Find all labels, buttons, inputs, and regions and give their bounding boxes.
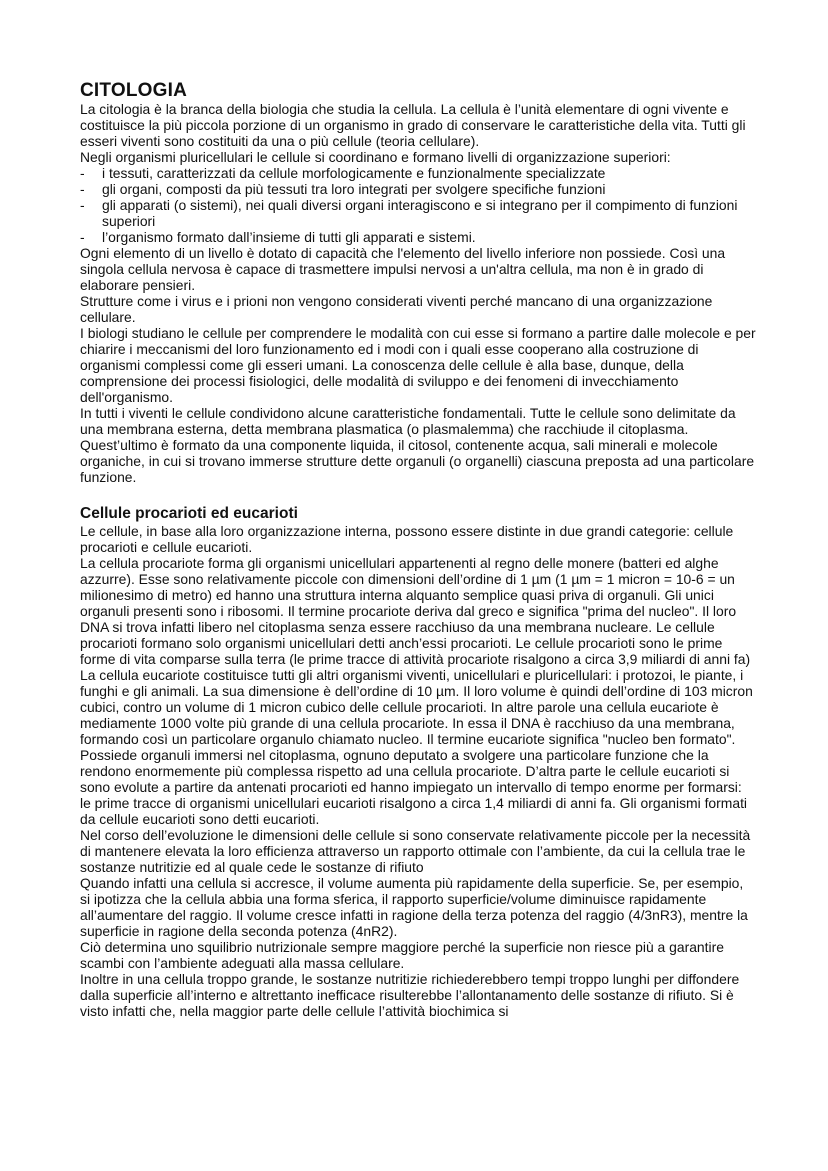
page-title: CITOLOGIA bbox=[80, 80, 188, 101]
list-item: - gli organi, composti da più tessuti tra loro integrati per svolgere specifiche funzioni bbox=[80, 181, 756, 197]
section-intro-paragraph: Le cellule, in base alla loro organizzazione interna, possono essere distinte in due grandi categorie: cellule procarioti e cellule eucarioti. bbox=[80, 523, 734, 555]
levels-list bbox=[80, 165, 756, 245]
intro-paragraph: La citologia è la branca della biologia che studia la cellula. La cellula è l’unità elementare di ogni vivente e costituisce la più piccola porzione di un organismo in grado di conservare le caratteristiche della vita. Tutti gli esseri viventi sono costituiti da una o più cellule (teoria cellulare). bbox=[80, 101, 746, 149]
prokaryote-paragraph: La cellula procariote forma gli organismi unicellulari appartenenti al regno delle monere (batteri ed alghe azzurre). Esse sono relativamente piccole con dimensioni dell’ordine di 1 µm (1 µm = 1 micron = 10-6 = un milionesimo di metro) ed hanno una struttura interna alquanto semplice quasi priva di organuli. Gli unici organuli presenti sono i ribosomi. Il termine procariote deriva dal greco e significa "prima del nucleo". Il loro DNA si trova infatti libero nel citoplasma senza essere racchiuso da una membrana nucleare. Le cellule procarioti formano solo organismi unicellulari detti anch’essi procarioti. Le cellule procarioti sono le prime forme di vita comparse sulla terra (le prime tracce di attività procariote risalgono a circa 3,9 miliardi di anni fa) bbox=[80, 555, 751, 667]
growth-paragraph: Quando infatti una cellula si accresce, il volume aumenta più rapidamente della superficie. Se, per esempio, si ipotizza che la cellula abbia una forma sferica, il rapporto superficie/volume diminuisce rapidamente all’aumentare del raggio. Il volume cresce infatti in ragione della terza potenza del raggio (4/3nR3), mentre la superficie in ragione della seconda potenza (4nR2). bbox=[80, 875, 748, 939]
section-title: Cellule procarioti ed eucarioti bbox=[80, 505, 298, 522]
list-item: - l’organismo formato dall’insieme di tutti gli apparati e sistemi. bbox=[80, 229, 756, 245]
evolution-paragraph: Nel corso dell’evoluzione le dimensioni delle cellule si sono conservate relativamente piccole per la necessità di mantenere elevata la loro efficienza attraverso un rapporto ottimale con l’ambiente, da cui la cellula trae le sostanze nutritizie ed al quale cede le sostanze di rifiuto bbox=[80, 827, 751, 875]
virus-paragraph: Strutture come i virus e i prioni non vengono considerati viventi perché mancano di una organizzazione cellulare. bbox=[80, 293, 713, 325]
list-item: - gli apparati (o sistemi), nei quali diversi organi interagiscono e si integrano per il compimento di funzioni superiori bbox=[80, 197, 756, 229]
list-item: - i tessuti, caratterizzati da cellule morfologicamente e funzionalmente specializzate bbox=[80, 165, 756, 181]
levels-intro: Negli organismi pluricellulari le cellule si coordinano e formano livelli di organizzazione superiori: bbox=[80, 149, 671, 165]
document-body bbox=[80, 81, 756, 1019]
common-features-paragraph: In tutti i viventi le cellule condividono alcune caratteristiche fondamentali. Tutte le cellule sono delimitate da una membrana esterna, detta membrana plasmatica (o plasmalemma) che racchiude il citoplasma. Quest’ultimo è formato da una componente liquida, il citosol, contenente acqua, sali minerali e molecole organiche, in cui si trovano immerse strutture dette organuli (o organelli) ciascuna preposta ad una particolare funzione. bbox=[80, 405, 755, 485]
level-capacity-paragraph: Ogni elemento di un livello è dotato di capacità che l'elemento del livello inferiore non possiede. Così una singola cellula nervosa è capace di trasmettere impulsi nervosi a un'altra cellula, ma non è in grado di elaborare pensieri. bbox=[80, 245, 726, 293]
eukaryote-paragraph: La cellula eucariote costituisce tutti gli altri organismi viventi, unicellulari e pluricellulari: i protozoi, le piante, i funghi e gli animali. La sua dimensione è dell’ordine di 10 µm. Il loro volume è quindi dell’ordine di 103 micron cubici, contro un volume di 1 micron cubico delle cellule procarioti. In altre parole una cellula eucariote è mediamente 1000 volte più grande di una cellula procariote. In essa il DNA è racchiuso da una membrana, formando così un particolare organulo chiamato nucleo. Il termine eucariote significa "nucleo ben formato". Possiede organuli immersi nel citoplasma, ognuno deputato a svolgere una particolare funzione che la rendono enormemente più complessa rispetto ad una cellula procariote. D’altra parte le cellule eucarioti si sono evolute a partire da antenati procarioti ed hanno impiegato un intervallo di tempo enorme per formarsi: le prime tracce di organismi unicellulari eucarioti risalgono a circa 1,4 miliardi di anni fa. Gli organismi formati da cellule eucarioti sono detti eucarioti. bbox=[80, 667, 753, 827]
large-cell-paragraph: Inoltre in una cellula troppo grande, le sostanze nutritizie richiederebbero tempi troppo lunghi per diffondere dalla superficie all’interno e altrettanto inefficace risulterebbe l’allontanamento delle sostanze di rifiuto. Si è visto infatti che, nella maggior parte delle cellule l’attività biochimica si bbox=[80, 971, 740, 1019]
biologists-paragraph: I biologi studiano le cellule per comprendere le modalità con cui esse si formano a partire dalle molecole e per chiarire i meccanismi del loro funzionamento ed i modi con i quali esse cooperano alla costruzione di organismi complessi come gli esseri umani. La conoscenza delle cellule è alla base, dunque, della comprensione dei processi fisiologici, delle modalità di sviluppo e dei fenomeni di invecchiamento dell'organismo. bbox=[80, 325, 756, 405]
imbalance-paragraph: Ciò determina uno squilibrio nutrizionale sempre maggiore perché la superficie non riesce più a garantire scambi con l’ambiente adeguati alla massa cellulare. bbox=[80, 939, 724, 971]
